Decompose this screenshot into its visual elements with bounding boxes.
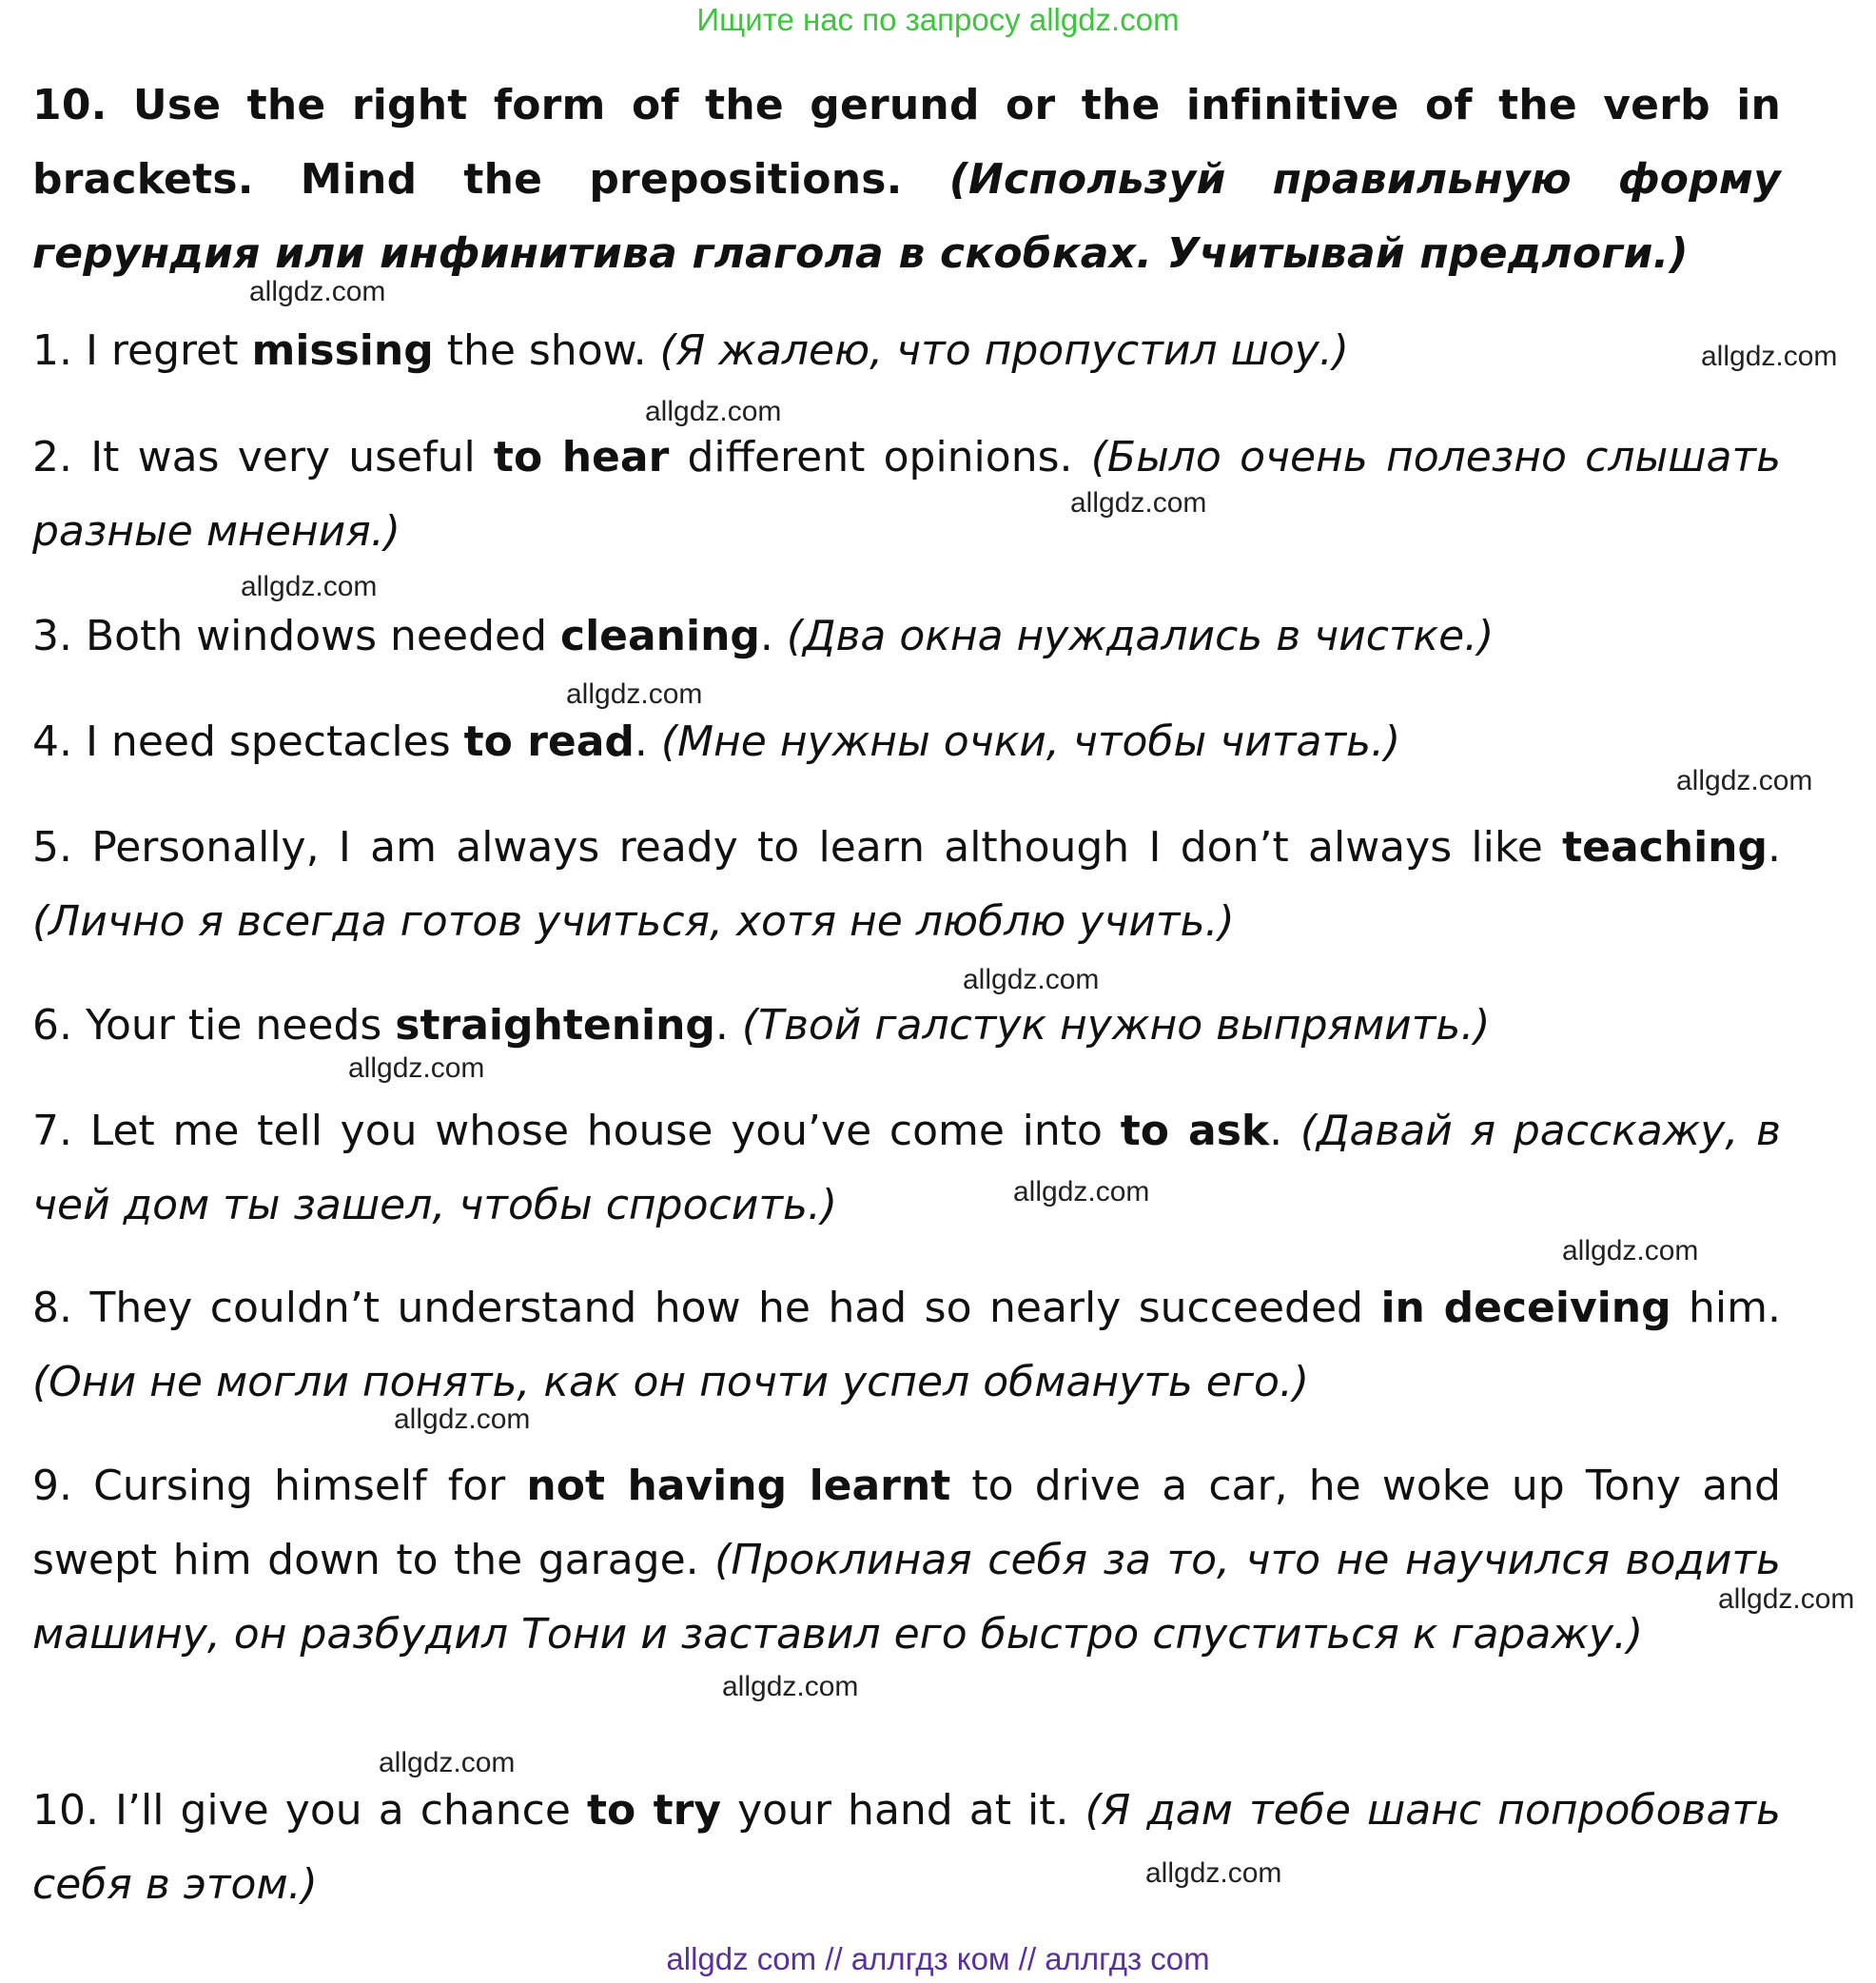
watermark: allgdz.com: [645, 396, 782, 427]
watermark: allgdz.com: [722, 1671, 859, 1702]
answer: straightening: [395, 1001, 715, 1050]
answer: cleaning: [559, 612, 760, 660]
exercise-item: 4. I need spectacles to read. (Мне нужны очки, чтобы читать.): [32, 717, 1401, 766]
watermark: allgdz.com: [249, 276, 386, 307]
translation: (Было очень полезно слышать разные мнения.): [32, 433, 1782, 556]
exercise-item: 8. They couldn’t understand how he had so nearly succeeded in deceiving him. (Они не могли понять, как он почти успел обмануть его.): [32, 1284, 1781, 1406]
exercise-heading: [32, 69, 1781, 291]
translation: (Они не могли понять, как он почти успел обмануть его.): [32, 1358, 1310, 1406]
exercise-item: 2. It was very useful to hear different opinions. (Было очень полезно слышать разные мнения.): [32, 433, 1782, 556]
translation: (Давай я расскажу, в чей дом ты зашел, чтобы спросить.): [32, 1107, 1781, 1229]
watermark: allgdz.com: [379, 1747, 516, 1778]
exercise-item: 5. Personally, I am always ready to learn although I don’t always like teaching. (Лично я всегда готов учиться, хотя не люблю учить.): [32, 823, 1781, 946]
translation: (Твой галстук нужно выпрямить.): [741, 1001, 1491, 1050]
answer: to read: [463, 717, 635, 766]
top-banner: Ищите нас по запросу allgdz.com: [696, 2, 1180, 37]
answer: missing: [251, 326, 434, 375]
watermark: allgdz.com: [1676, 765, 1813, 796]
watermark: allgdz.com: [963, 964, 1100, 995]
translation: (Два окна нуждались в чистке.): [786, 612, 1495, 660]
watermark: allgdz.com: [1013, 1176, 1150, 1207]
footer: allgdz com // аллгдз ком // аллгдз com: [666, 1941, 1210, 1976]
exercise-item: 10. I’ll give you a chance to try your hand at it. (Я дам тебе шанс попробовать себя в этом.): [32, 1786, 1781, 1909]
answer: to hear: [493, 433, 670, 481]
answer: in deceiving: [1380, 1284, 1671, 1332]
answer: to ask: [1120, 1107, 1270, 1155]
heading-ru: (Используй правильную форму герундия или инфинитива глагола в скобках. Учитывай предлоги.): [32, 155, 1781, 278]
exercise-item: 1. I regret missing the show. (Я жалею, что пропустил шоу.): [32, 326, 1349, 375]
translation: (Мне нужны очки, чтобы читать.): [660, 717, 1401, 766]
watermark: allgdz.com: [566, 678, 703, 710]
translation: (Я жалею, что пропустил шоу.): [659, 326, 1349, 375]
exercise-item: 3. Both windows needed cleaning. (Два окна нуждались в чистке.): [32, 612, 1495, 660]
watermark: allgdz.com: [1145, 1857, 1282, 1889]
heading-en: 10. Use the right form of the gerund or the infinitive of the verb in brackets. Mind the prepositions.: [32, 81, 1781, 204]
watermark: allgdz.com: [1070, 487, 1207, 519]
watermark: allgdz.com: [348, 1052, 485, 1084]
exercise-item: 6. Your tie needs straightening. (Твой галстук нужно выпрямить.): [32, 1001, 1491, 1050]
exercise-content: [32, 69, 1781, 291]
watermark: allgdz.com: [1562, 1235, 1699, 1266]
answer: to try: [586, 1786, 722, 1835]
watermark: allgdz.com: [241, 571, 378, 602]
translation: (Лично я всегда готов учиться, хотя не люблю учить.): [32, 897, 1235, 946]
translation: (Проклиная себя за то, что не научился водить машину, он разбудил Тони и заставил его быстро спуститься к гаражу.): [32, 1536, 1781, 1659]
answer: not having learnt: [526, 1462, 951, 1510]
answer: teaching: [1562, 823, 1768, 872]
watermark: allgdz.com: [1701, 341, 1838, 372]
exercise-item: 9. Cursing himself for not having learnt to drive a car, he woke up Tony and swept him down to the garage. (Проклиная себя за то, что не научился водить машину, он разбудил Тони и заставил его быстро спуститься к гаражу.): [32, 1462, 1781, 1659]
exercise-item: 7. Let me tell you whose house you’ve come into to ask. (Давай я расскажу, в чей дом ты зашел, чтобы спросить.): [32, 1107, 1781, 1229]
translation: (Я дам тебе шанс попробовать себя в этом.): [32, 1786, 1781, 1909]
watermark: allgdz.com: [394, 1404, 531, 1435]
watermark: allgdz.com: [1718, 1583, 1855, 1615]
